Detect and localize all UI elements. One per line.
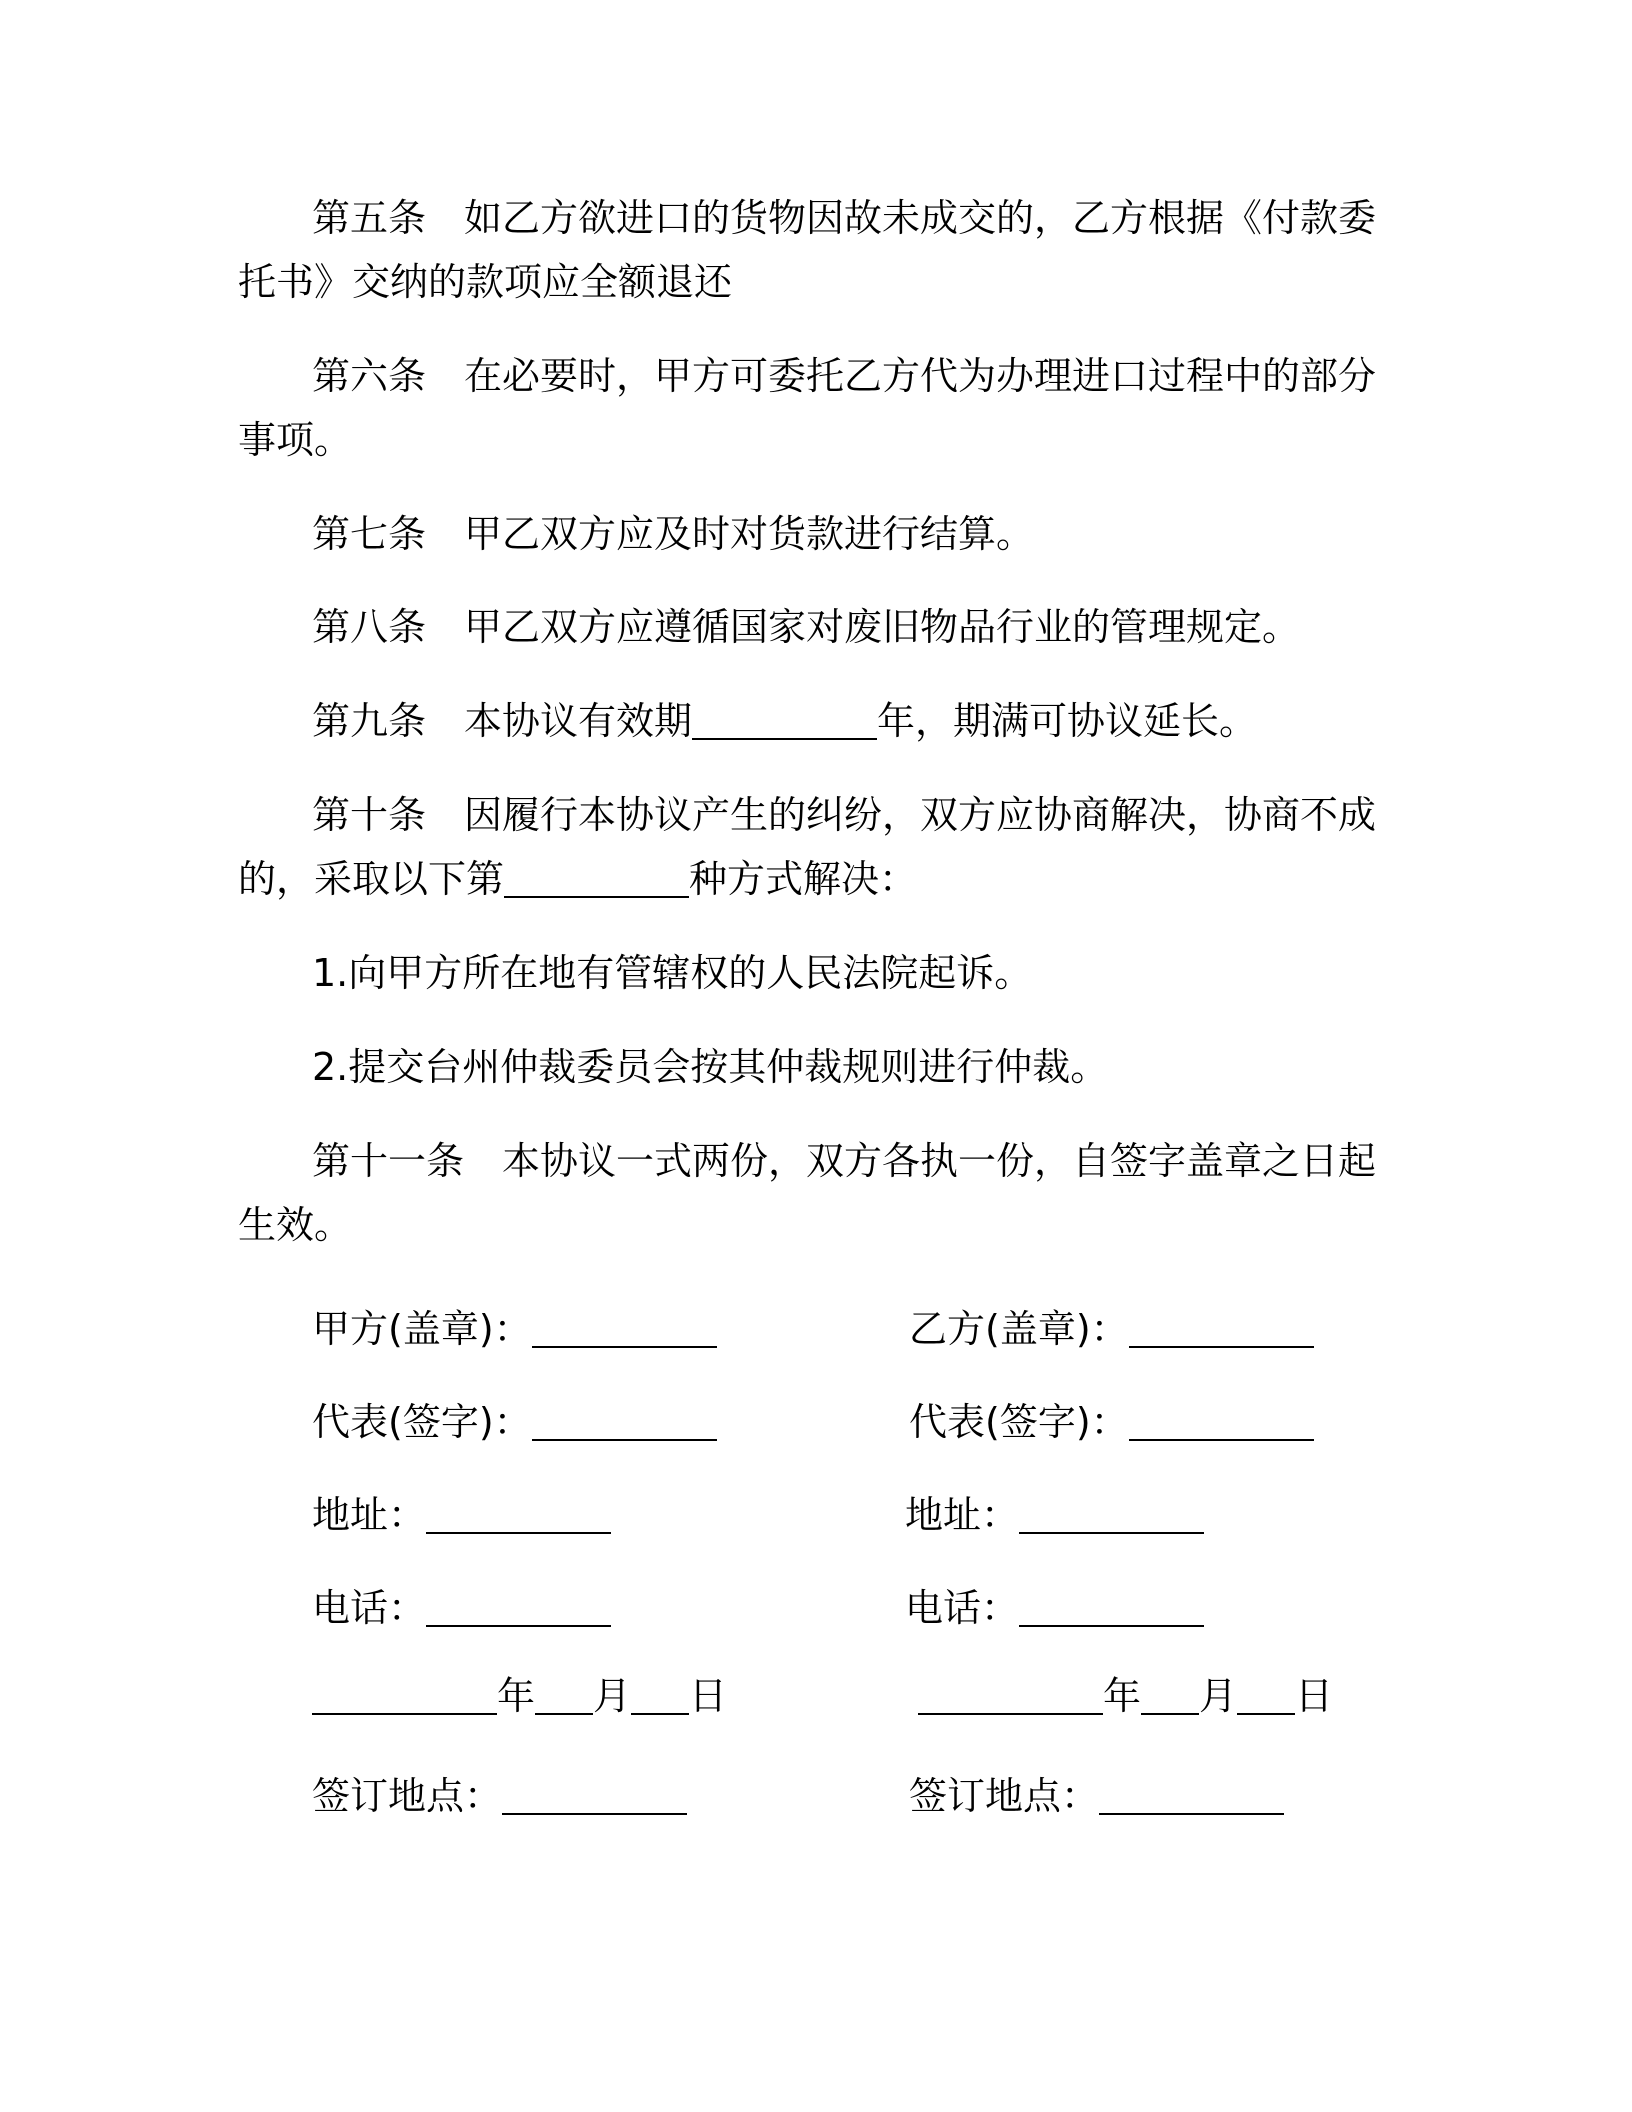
article-8-label: 第八条	[312, 605, 427, 649]
party-a-month-label: 月	[593, 1674, 632, 1718]
article-5-text-1: 如乙方欲进口的货物因故未成交的，乙方根据《付款委	[464, 196, 1377, 240]
party-a-seal-blank[interactable]	[532, 1312, 717, 1348]
party-b-phone-blank[interactable]	[1019, 1591, 1204, 1627]
party-b-seal-label: 乙方(盖章)：	[909, 1307, 1129, 1351]
article-7	[312, 510, 1034, 558]
article-9-label: 第九条	[312, 699, 427, 743]
party-a-address-blank[interactable]	[426, 1498, 611, 1534]
party-b-seal-blank[interactable]	[1129, 1312, 1314, 1348]
party-a-phone-row	[312, 1584, 611, 1632]
party-a-address-row	[312, 1491, 611, 1539]
party-a-rep-row	[312, 1398, 717, 1446]
party-a-month-blank[interactable]	[535, 1679, 593, 1715]
party-b-seal-row	[909, 1305, 1314, 1353]
party-a-place-blank[interactable]	[502, 1779, 687, 1815]
party-a-year-label: 年	[497, 1674, 536, 1718]
article-9-text-after: 年，期满可协议延长。	[877, 699, 1258, 743]
article-10-text-before: 的，采取以下第	[238, 857, 505, 901]
party-a-place-row	[312, 1772, 687, 1820]
party-b-date-row	[918, 1672, 1333, 1720]
article-10-text-after: 种方式解决：	[689, 857, 918, 901]
article-10-line-1	[312, 791, 1376, 839]
party-a-seal-label: 甲方(盖章)：	[312, 1307, 532, 1351]
party-b-rep-row	[909, 1398, 1314, 1446]
party-b-address-row	[905, 1491, 1204, 1539]
article-5-line-2: 托书》交纳的款项应全额退还	[238, 260, 733, 304]
article-6-line-1	[312, 352, 1376, 400]
party-a-address-label: 地址：	[312, 1493, 427, 1537]
party-b-rep-blank[interactable]	[1129, 1405, 1314, 1441]
party-a-date-row	[312, 1672, 727, 1720]
party-a-rep-blank[interactable]	[532, 1405, 717, 1441]
article-11-text-1: 本协议一式两份，双方各执一份，自签字盖章之日起	[502, 1139, 1377, 1183]
article-8-text: 甲乙双方应遵循国家对废旧物品行业的管理规定。	[464, 605, 1301, 649]
party-b-place-blank[interactable]	[1099, 1779, 1284, 1815]
party-b-month-blank[interactable]	[1141, 1679, 1199, 1715]
article-6-text-1: 在必要时，甲方可委托乙方代为办理进口过程中的部分	[464, 354, 1377, 398]
article-11-line-1	[312, 1137, 1376, 1185]
option-2: 2.提交台州仲裁委员会按其仲裁规则进行仲裁。	[312, 1045, 1109, 1089]
party-a-seal-row	[312, 1305, 717, 1353]
party-b-address-blank[interactable]	[1019, 1498, 1204, 1534]
dispute-method-blank[interactable]	[504, 862, 689, 898]
article-9-text-before: 本协议有效期	[464, 699, 693, 743]
party-b-rep-label: 代表(签字)：	[909, 1400, 1129, 1444]
party-a-day-blank[interactable]	[631, 1679, 689, 1715]
article-9	[312, 697, 1257, 745]
article-5-label: 第五条	[312, 196, 427, 240]
article-10-label: 第十条	[312, 793, 427, 837]
party-b-place-label: 签订地点：	[909, 1774, 1100, 1818]
party-a-phone-label: 电话：	[312, 1586, 427, 1630]
party-b-month-label: 月	[1199, 1674, 1238, 1718]
party-b-day-blank[interactable]	[1237, 1679, 1295, 1715]
article-11-label: 第十一条	[312, 1139, 465, 1183]
article-10-line-2	[238, 855, 917, 903]
article-6-label: 第六条	[312, 354, 427, 398]
article-11-line-2: 生效。	[238, 1203, 353, 1247]
party-a-place-label: 签订地点：	[312, 1774, 503, 1818]
article-10-text-1: 因履行本协议产生的纠纷，双方应协商解决，协商不成	[464, 793, 1377, 837]
party-b-day-label: 日	[1295, 1674, 1334, 1718]
article-6-line-2: 事项。	[238, 418, 353, 462]
party-b-phone-row	[905, 1584, 1204, 1632]
validity-years-blank[interactable]	[692, 704, 877, 740]
article-7-label: 第七条	[312, 512, 427, 556]
party-b-address-label: 地址：	[905, 1493, 1020, 1537]
party-a-year-blank[interactable]	[312, 1679, 497, 1715]
party-b-year-label: 年	[1103, 1674, 1142, 1718]
article-5-line-1	[312, 194, 1376, 242]
option-1: 1.向甲方所在地有管辖权的人民法院起诉。	[312, 951, 1033, 995]
article-7-text: 甲乙双方应及时对货款进行结算。	[464, 512, 1035, 556]
party-b-phone-label: 电话：	[905, 1586, 1020, 1630]
article-8	[312, 603, 1300, 651]
party-a-phone-blank[interactable]	[426, 1591, 611, 1627]
party-a-day-label: 日	[689, 1674, 728, 1718]
party-b-place-row	[909, 1772, 1284, 1820]
party-a-rep-label: 代表(签字)：	[312, 1400, 532, 1444]
party-b-year-blank[interactable]	[918, 1679, 1103, 1715]
